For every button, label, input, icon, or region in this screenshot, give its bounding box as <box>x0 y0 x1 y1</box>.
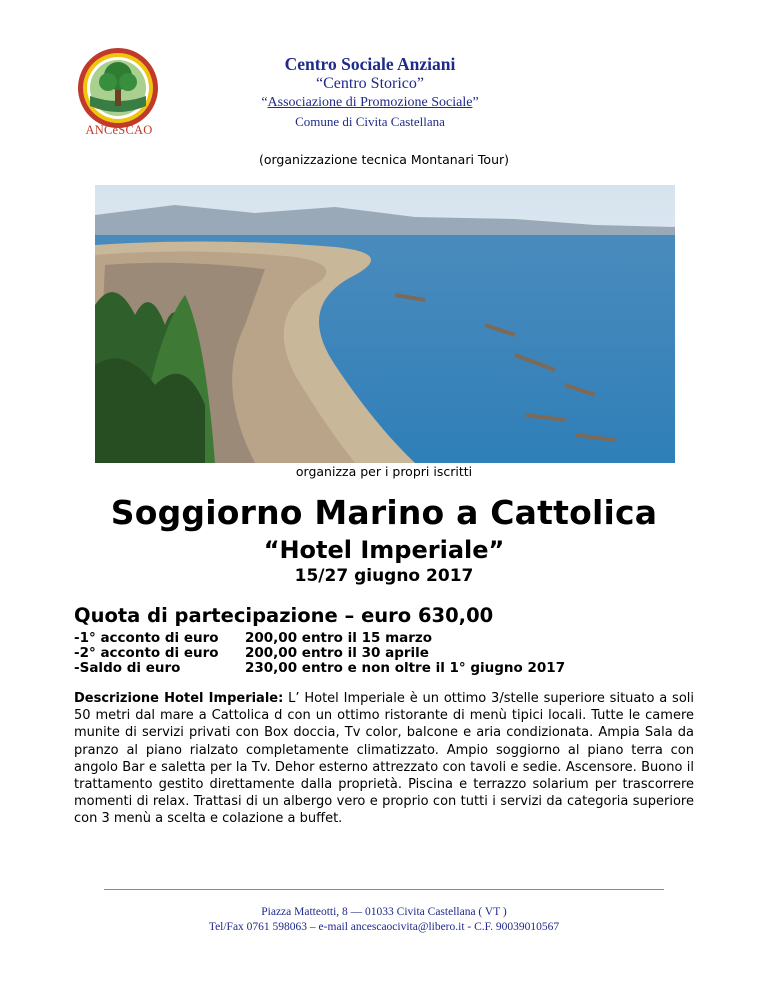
center-name: “Centro Storico” <box>316 75 424 92</box>
footer-contacts: Tel/Fax 0761 598063 – e-mail ancescaocivita@libero.it - C.F. 90039010567 <box>208 921 560 933</box>
municipality: Comune di Civita Castellana <box>295 114 445 129</box>
photo-caption: organizza per i propri iscritti <box>295 464 473 479</box>
participation-fee: Quota di partecipazione – euro 630,00 <box>74 604 494 627</box>
hotel-name: “Hotel Imperiale” <box>263 536 505 564</box>
stay-dates: 15/27 giugno 2017 <box>294 566 474 586</box>
footer-address: Piazza Matteotti, 8 — 01033 Civita Castellana ( VT ) <box>261 906 507 918</box>
footer-divider <box>104 889 664 890</box>
payment-label: -2° acconto di euro <box>74 645 219 661</box>
payment-label: -1° acconto di euro <box>74 630 219 646</box>
page-title: Soggiorno Marino a Cattolica <box>110 493 658 532</box>
association-type: “Associazione di Promozione Sociale” <box>261 95 479 110</box>
payment-label: -Saldo di euro <box>74 660 181 676</box>
payment-value: 200,00 entro il 15 marzo <box>245 630 433 646</box>
payment-value: 230,00 entro e non oltre il 1° giugno 2017 <box>245 660 566 676</box>
hotel-description <box>74 690 694 828</box>
association-name: Centro Sociale Anziani <box>284 54 456 74</box>
ancescao-logo <box>76 46 160 130</box>
association-type-link: Associazione di Promozione Sociale <box>267 95 473 110</box>
payment-value: 200,00 entro il 30 aprile <box>245 645 429 661</box>
description-heading: Descrizione Hotel Imperiale: <box>74 691 284 706</box>
organizer-note: (organizzazione tecnica Montanari Tour) <box>258 152 510 167</box>
description-text: L’ Hotel Imperiale è un ottimo 3/stelle superiore situato a soli 50 metri dal mare a Cattolica d con un ottimo ristorante di menù tipici locali. Tutte le camere munite di servizi privati con Box doccia, Tv color, balcone e aria condizionata. Ampia Sala da pranzo al piano rialzato completamente climatizzato. Ampio soggiorno al piano terra con angolo Bar e saletta per la Tv. Dehor esterno attrezzato con tavoli e sedie. Ascensore. Buono il trattamento gestito direttamente dalla proprietà. Piscina e terrazzo solarium per trascorrere momenti di relax. Trattasi di un albergo vero e proprio con tutti i servizi da categoria superiore con 3 menù a scelta e colazione a buffet. <box>74 691 694 827</box>
coast-photo <box>95 185 675 463</box>
logo-text: ANCeSCAO <box>85 123 153 137</box>
